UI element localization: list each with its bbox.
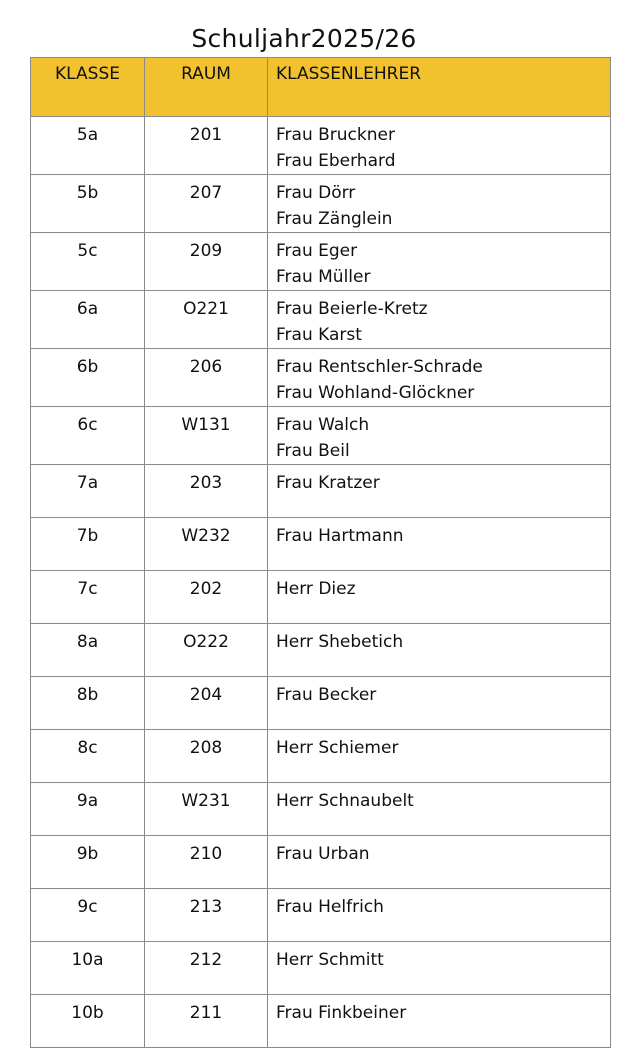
- cell-raum: 209: [145, 233, 268, 291]
- header-raum: RAUM: [145, 58, 268, 117]
- table-row: [31, 677, 611, 730]
- cell-klasse: 9a: [31, 783, 145, 836]
- header-klassenlehrer: KLASSENLEHRER: [268, 58, 611, 117]
- cell-klassenlehrer: [268, 889, 611, 942]
- teacher-name: Frau Bruckner: [276, 125, 395, 145]
- teacher-name: Frau Becker: [276, 685, 377, 705]
- cell-klassenlehrer: [268, 518, 611, 571]
- cell-raum: W232: [145, 518, 268, 571]
- cell-klasse: 5b: [31, 175, 145, 233]
- cell-klasse: 10a: [31, 942, 145, 995]
- cell-raum: 203: [145, 465, 268, 518]
- teacher-name: Frau Wohland-Glöckner: [276, 383, 475, 403]
- class-table: [30, 57, 611, 1048]
- teacher-name: Herr Schiemer: [276, 738, 399, 758]
- teacher-name: Frau Rentschler-Schrade: [276, 357, 483, 377]
- cell-klassenlehrer: [268, 730, 611, 783]
- cell-raum: 208: [145, 730, 268, 783]
- table-row: [31, 889, 611, 942]
- cell-klasse: 9c: [31, 889, 145, 942]
- cell-klasse: 6a: [31, 291, 145, 349]
- teacher-name: Frau Helfrich: [276, 897, 384, 917]
- cell-raum: O221: [145, 291, 268, 349]
- cell-klasse: 6c: [31, 407, 145, 465]
- cell-klasse: 7a: [31, 465, 145, 518]
- cell-klasse: 5c: [31, 233, 145, 291]
- cell-raum: 201: [145, 117, 268, 175]
- table-row: [31, 117, 611, 175]
- table-row: [31, 465, 611, 518]
- cell-klassenlehrer: [268, 291, 611, 349]
- teacher-name: Herr Schnaubelt: [276, 791, 414, 811]
- cell-raum: 206: [145, 349, 268, 407]
- cell-klassenlehrer: [268, 836, 611, 889]
- cell-klassenlehrer: [268, 942, 611, 995]
- teacher-name: Frau Walch: [276, 415, 370, 435]
- cell-raum: W231: [145, 783, 268, 836]
- cell-klasse: 6b: [31, 349, 145, 407]
- teacher-name: Frau Dörr: [276, 183, 356, 203]
- table-row: [31, 349, 611, 407]
- cell-raum: 211: [145, 995, 268, 1048]
- table-row: [31, 783, 611, 836]
- cell-klasse: 8a: [31, 624, 145, 677]
- cell-klasse: 8c: [31, 730, 145, 783]
- cell-klassenlehrer: [268, 995, 611, 1048]
- teacher-name: Frau Eger: [276, 241, 358, 261]
- cell-klasse: 7b: [31, 518, 145, 571]
- cell-raum: 202: [145, 571, 268, 624]
- table-row: [31, 836, 611, 889]
- cell-klassenlehrer: [268, 407, 611, 465]
- teacher-name: Frau Kratzer: [276, 473, 380, 493]
- cell-raum: 207: [145, 175, 268, 233]
- teacher-name: Frau Beil: [276, 441, 350, 461]
- table-row: [31, 624, 611, 677]
- table-row: [31, 942, 611, 995]
- table-body: [31, 117, 611, 1048]
- teacher-name: Herr Schmitt: [276, 950, 384, 970]
- cell-raum: 210: [145, 836, 268, 889]
- teacher-name: Frau Hartmann: [276, 526, 404, 546]
- teacher-name: Herr Shebetich: [276, 632, 404, 652]
- table-row: [31, 995, 611, 1048]
- cell-klasse: 8b: [31, 677, 145, 730]
- cell-raum: 204: [145, 677, 268, 730]
- cell-klassenlehrer: [268, 233, 611, 291]
- table-row: [31, 730, 611, 783]
- cell-raum: O222: [145, 624, 268, 677]
- cell-klasse: 9b: [31, 836, 145, 889]
- teacher-name: Frau Karst: [276, 325, 362, 345]
- table-row: [31, 175, 611, 233]
- cell-klassenlehrer: [268, 783, 611, 836]
- page-title: Schuljahr2025/26: [191, 24, 417, 53]
- cell-klassenlehrer: [268, 349, 611, 407]
- cell-klasse: 7c: [31, 571, 145, 624]
- table-row: [31, 518, 611, 571]
- cell-klassenlehrer: [268, 624, 611, 677]
- cell-klassenlehrer: [268, 175, 611, 233]
- teacher-name: Frau Eberhard: [276, 151, 396, 171]
- cell-klassenlehrer: [268, 677, 611, 730]
- teacher-name: Frau Zänglein: [276, 209, 393, 229]
- table-row: [31, 571, 611, 624]
- teacher-name: Frau Beierle-Kretz: [276, 299, 428, 319]
- cell-raum: 213: [145, 889, 268, 942]
- teacher-name: Herr Diez: [276, 579, 356, 599]
- table-header-row: [31, 58, 611, 117]
- cell-klasse: 5a: [31, 117, 145, 175]
- table-row: [31, 407, 611, 465]
- header-klasse: KLASSE: [31, 58, 145, 117]
- teacher-name: Frau Finkbeiner: [276, 1003, 407, 1023]
- cell-klassenlehrer: [268, 465, 611, 518]
- table-row: [31, 233, 611, 291]
- cell-klassenlehrer: [268, 571, 611, 624]
- table-row: [31, 291, 611, 349]
- teacher-name: Frau Müller: [276, 267, 371, 287]
- cell-raum: W131: [145, 407, 268, 465]
- cell-klasse: 10b: [31, 995, 145, 1048]
- cell-klassenlehrer: [268, 117, 611, 175]
- teacher-name: Frau Urban: [276, 844, 370, 864]
- cell-raum: 212: [145, 942, 268, 995]
